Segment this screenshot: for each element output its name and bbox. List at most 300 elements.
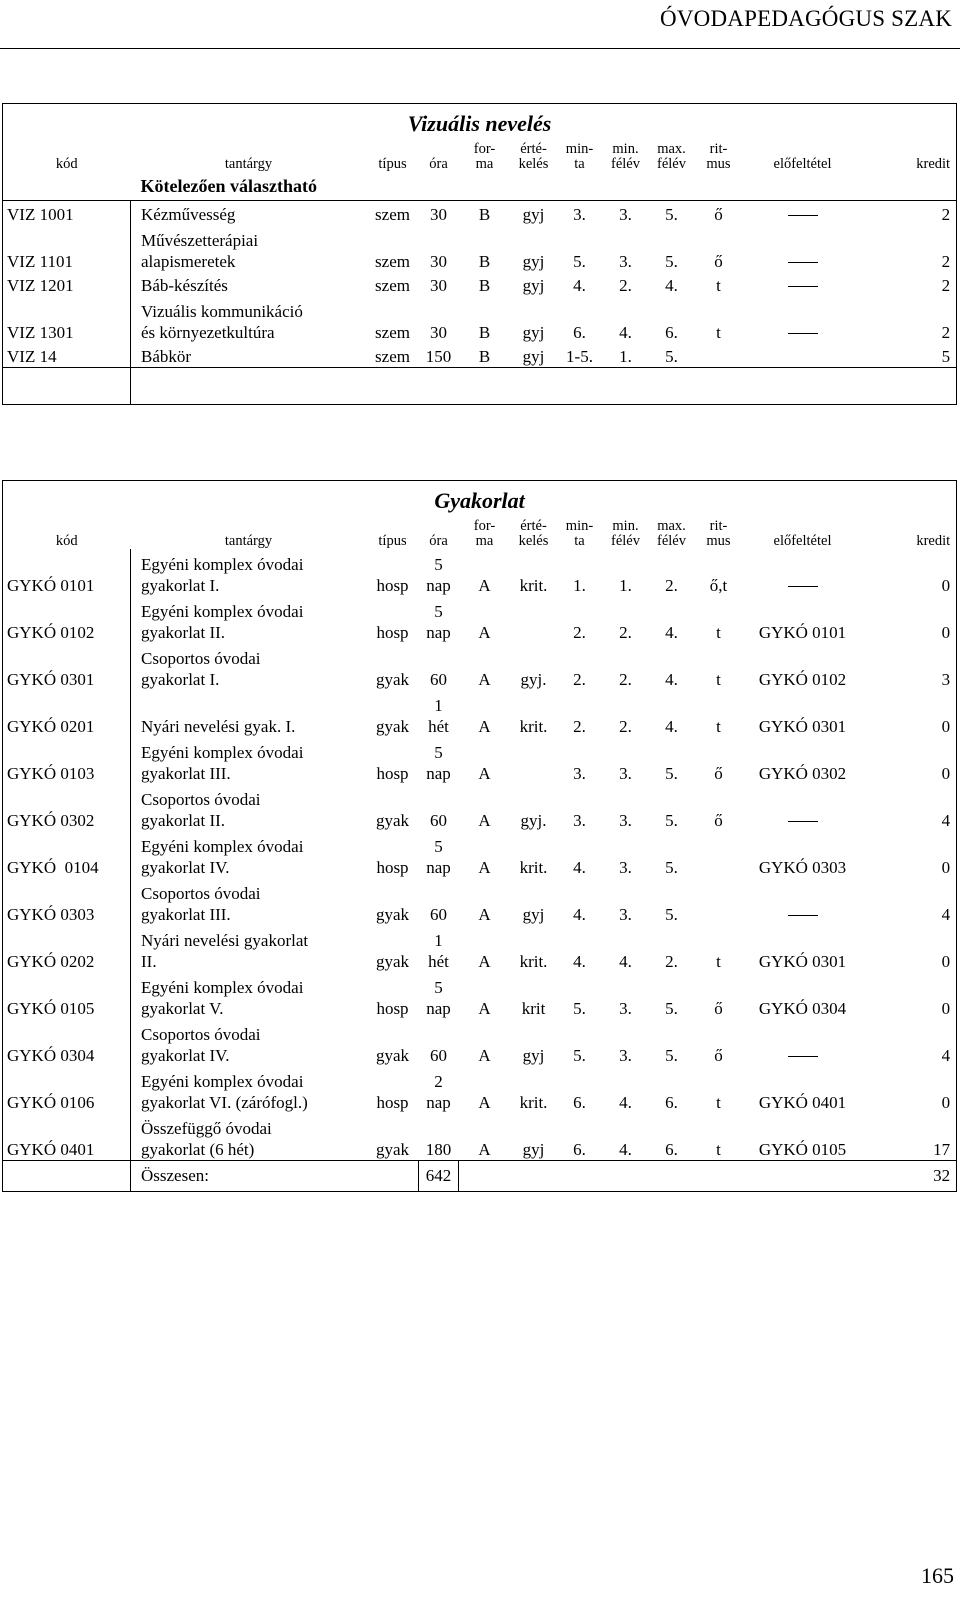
course-code-value: GYKÓ 0202 [7,952,95,971]
gyak-col-ertekeles [511,511,557,549]
dash-mark [788,915,818,916]
course-name [131,831,367,878]
course-min_felev-value: 4. [619,1093,632,1112]
course-hours-line [419,789,459,810]
course-forma [459,925,511,972]
course-hours [419,201,459,226]
course-min_felev [603,225,649,272]
course-min_felev-value: 2. [619,276,632,295]
course-type-value: hosp [376,623,409,642]
course-name-line: Csoportos óvodai [141,1025,261,1044]
course-ritmus [695,1113,743,1161]
gyak-col-max_felev [649,511,695,549]
course-minta-value: 6. [573,1093,586,1112]
course-ritmus-value: t [716,323,721,342]
course-credit [863,784,957,831]
course-name [131,690,367,737]
viz-col-minta-line1: min- [565,141,594,157]
gyak-col-ritmus [695,511,743,549]
course-type [367,1066,419,1113]
course-name [131,596,367,643]
viz-col-ertekeles-line2: kelés [518,156,549,172]
course-name-line: gyakorlat II. [141,623,226,642]
course-credit [863,1113,957,1161]
course-minta-value: 4. [573,276,586,295]
course-name [131,201,367,226]
course-minta-value: 3. [573,764,586,783]
course-name-line: Csoportos óvodai [141,790,261,809]
gyak-col-forma [459,511,511,549]
course-name-line: Nyári nevelési gyak. I. [141,717,296,736]
course-max_felev-value: 2. [665,576,678,595]
course-prerequisite [743,784,863,831]
course-hours [419,596,459,643]
course-ritmus [695,737,743,784]
course-max_felev [649,596,695,643]
course-credit-value: 0 [941,1093,951,1112]
course-ritmus-value: ő,t [709,576,728,595]
header-rule [0,48,960,49]
course-forma [459,1113,511,1161]
course-ertekeles [511,690,557,737]
course-ertekeles [511,784,557,831]
gyak-table-row [3,1066,957,1113]
dash-mark [788,333,818,334]
course-type [367,1019,419,1066]
total-label: Összesen: [131,1161,419,1192]
course-type [367,643,419,690]
course-minta-value: 2. [573,717,586,736]
course-ertekeles [511,1113,557,1161]
course-ritmus [695,549,743,596]
course-hours [419,343,459,368]
course-min_felev-value: 2. [619,717,632,736]
viz-col-min_felev [603,134,649,172]
course-max_felev-value: 5. [665,1046,678,1065]
course-credit [863,1066,957,1113]
course-hours-line: 60 [430,811,447,830]
course-hours-line: nap [426,1093,451,1112]
course-code [3,549,131,596]
course-max_felev [649,201,695,226]
viz-section-label: Kötelezően választható [131,172,957,201]
course-hours-line: 5 [434,978,443,997]
course-hours-line [419,648,459,669]
course-ertekeles-value: gyj. [520,670,547,689]
gyak-table-row [3,925,957,972]
course-name-line: gyakorlat III. [141,905,231,924]
course-name-line: Egyéni komplex óvodai [141,743,304,762]
course-hours [419,272,459,296]
course-minta [557,201,603,226]
course-hours-value: 30 [430,323,447,342]
course-hours-line: 60 [430,670,447,689]
course-forma [459,690,511,737]
gyak-col-min_felev-line2: félév [611,533,640,549]
course-type-value: gyak [375,1140,410,1159]
course-name-line: gyakorlat I. [141,670,220,689]
course-min_felev [603,1066,649,1113]
course-code-value: VIZ 14 [7,347,57,366]
course-ritmus [695,1019,743,1066]
course-min_felev-value: 3. [619,1046,632,1065]
course-prerequisite-value: GYKÓ 0301 [758,952,847,971]
viz-col-min_felev-line2: félév [611,156,640,172]
gyak-col-max_felev-line2: félév [657,533,686,549]
course-name-line: Csoportos óvodai [141,884,261,903]
course-credit-value: 0 [941,952,951,971]
course-name-line: gyakorlat II. [141,811,226,830]
course-type [367,831,419,878]
course-ertekeles [511,1019,557,1066]
course-code [3,1066,131,1113]
course-minta [557,643,603,690]
course-forma-value: A [478,905,491,924]
course-minta-value: 1. [573,576,586,595]
course-name-line: gyakorlat III. [141,764,231,783]
course-prerequisite [743,1066,863,1113]
course-minta [557,296,603,343]
course-prerequisite-value: GYKÓ 0401 [758,1093,847,1112]
gyak-title: Gyakorlat [3,481,957,512]
course-forma [459,737,511,784]
course-ertekeles [511,596,557,643]
course-code [3,831,131,878]
course-min_felev [603,272,649,296]
course-ertekeles [511,643,557,690]
course-min_felev-value: 1. [619,347,632,366]
course-ritmus-value: t [716,276,721,295]
course-forma-value: B [478,252,491,271]
course-max_felev-value: 4. [665,670,678,689]
course-max_felev [649,972,695,1019]
viz-col-ritmus [695,134,743,172]
course-hours [419,1113,459,1161]
course-name-line: Báb-készítés [141,276,228,295]
gyak-col-elofeltetel: előfeltétel [773,533,832,549]
course-credit [863,1019,957,1066]
course-forma-value: A [478,670,491,689]
course-name-line: Nyári nevelési gyakorlat [141,931,309,950]
course-forma-value: A [478,1046,491,1065]
viz-col-forma-line2: ma [475,156,494,172]
course-max_felev [649,343,695,368]
course-forma [459,1019,511,1066]
course-type [367,878,419,925]
course-min_felev-value: 3. [619,811,632,830]
course-hours-value: 30 [430,252,447,271]
course-type-value: szem [375,205,410,224]
course-code-value: GYKÓ 0102 [7,623,95,642]
course-max_felev [649,831,695,878]
gyak-col-ora: óra [429,533,448,549]
viz-table-row [3,343,957,368]
course-prerequisite-value: GYKÓ 0304 [758,999,847,1018]
course-forma [459,831,511,878]
course-forma-value: A [478,858,491,877]
course-credit-value: 2 [941,252,951,271]
course-hours [419,784,459,831]
course-forma [459,201,511,226]
course-forma-value: B [478,323,491,342]
course-ertekeles [511,296,557,343]
course-credit-value: 0 [941,764,951,783]
course-hours [419,643,459,690]
course-name [131,972,367,1019]
course-minta-value: 5. [573,999,586,1018]
course-prerequisite [743,972,863,1019]
course-prerequisite [743,737,863,784]
course-code-value: VIZ 1101 [7,252,73,271]
course-forma [459,343,511,368]
course-minta [557,831,603,878]
course-type-value: szem [375,347,410,366]
gyak-table-row [3,737,957,784]
course-ertekeles-value: gyj [522,323,545,342]
course-min_felev [603,343,649,368]
course-credit [863,690,957,737]
course-code-value: VIZ 1201 [7,276,74,295]
course-hours-line [419,883,459,904]
course-hours-value: 30 [430,276,447,295]
course-minta [557,1019,603,1066]
course-type-value: szem [375,323,410,342]
gyak-table-row [3,1019,957,1066]
viz-col-minta [557,134,603,172]
course-credit-value: 3 [941,670,951,689]
course-type [367,272,419,296]
course-ertekeles-value: krit [521,999,546,1018]
course-type [367,1113,419,1161]
course-hours [419,737,459,784]
course-min_felev-value: 2. [619,623,632,642]
course-code [3,272,131,296]
dash-mark [788,262,818,263]
course-name-line: gyakorlat IV. [141,858,230,877]
gyak-table-row [3,972,957,1019]
course-minta-value: 4. [573,858,586,877]
viz-title: Vizuális nevelés [3,104,957,135]
course-name [131,1019,367,1066]
total-hours: 642 [419,1161,459,1192]
course-ertekeles-value: krit. [519,952,548,971]
course-credit [863,272,957,296]
course-prerequisite [743,272,863,296]
course-minta [557,272,603,296]
course-code [3,737,131,784]
course-ertekeles [511,549,557,596]
course-hours-line [419,1118,459,1139]
course-code-value: GYKÓ 0105 [7,999,95,1018]
course-code [3,1113,131,1161]
course-forma [459,643,511,690]
gyak-table-row [3,690,957,737]
gyak-col-min_felev [603,511,649,549]
gyak-table-row [3,878,957,925]
course-ritmus [695,201,743,226]
course-name-line: gyakorlat (6 hét) [141,1140,255,1159]
course-name [131,737,367,784]
course-minta-value: 3. [573,205,586,224]
course-ertekeles [511,737,557,784]
course-min_felev [603,784,649,831]
course-name-line: és környezetkultúra [141,323,275,342]
gyak-col-minta-line1: min- [565,518,594,534]
course-code-value: VIZ 1001 [7,205,74,224]
course-prerequisite-value: GYKÓ 0101 [758,623,847,642]
gyak-col-tantargy: tantárgy [224,533,273,549]
course-ertekeles [511,272,557,296]
course-prerequisite [743,643,863,690]
course-hours-line: nap [426,999,451,1018]
course-name [131,549,367,596]
gyak-col-ertekeles-line1: érté- [520,518,547,534]
gyak-col-ritmus-line1: rit- [709,518,728,534]
course-name [131,343,367,368]
gyak-col-kod: kód [3,511,131,549]
course-name-line: Egyéni komplex óvodai [141,837,304,856]
course-ritmus [695,784,743,831]
course-ertekeles [511,878,557,925]
course-credit [863,596,957,643]
course-minta-value: 6. [573,323,586,342]
dash-mark [788,1056,818,1057]
course-ertekeles-value: krit. [519,576,548,595]
course-minta [557,972,603,1019]
course-type-value: szem [375,252,410,271]
course-hours-line: 60 [430,905,447,924]
viz-col-ora: óra [429,156,448,172]
course-max_felev-value: 5. [665,858,678,877]
course-code-value: GYKÓ 0101 [7,576,95,595]
course-minta [557,343,603,368]
viz-table-row [3,296,957,343]
course-ertekeles-value: gyj. [520,811,547,830]
course-prerequisite-value: GYKÓ 0301 [758,717,847,736]
course-credit [863,296,957,343]
course-type-value: hosp [376,576,409,595]
viz-course-table [2,103,957,405]
course-prerequisite [743,201,863,226]
course-credit-value: 0 [941,623,951,642]
course-forma-value: A [478,576,491,595]
course-ritmus [695,343,743,368]
course-min_felev [603,201,649,226]
gyak-table-row [3,596,957,643]
course-name-line: Kézművesség [141,205,236,224]
course-code [3,201,131,226]
course-hours [419,1019,459,1066]
viz-col-ertekeles-line1: érté- [520,141,547,157]
course-name-line [141,695,367,716]
course-hours-line: 60 [430,1046,447,1065]
course-minta [557,737,603,784]
course-name [131,925,367,972]
course-hours [419,831,459,878]
course-hours-line: 5 [434,743,443,762]
course-max_felev-value: 5. [665,811,678,830]
course-ritmus [695,643,743,690]
course-max_felev [649,1019,695,1066]
viz-blank-row [3,368,957,405]
course-ritmus [695,925,743,972]
course-hours-line: 1 [434,931,443,950]
course-credit-value: 0 [941,999,951,1018]
course-credit-value: 4 [941,1046,951,1065]
course-ritmus [695,1066,743,1113]
course-forma [459,272,511,296]
course-credit [863,737,957,784]
course-minta [557,1113,603,1161]
dash-mark [788,821,818,822]
course-ertekeles-value: gyj [522,205,545,224]
course-hours [419,925,459,972]
course-forma [459,878,511,925]
course-prerequisite-value: GYKÓ 0302 [758,764,847,783]
course-forma [459,596,511,643]
course-type-value: gyak [375,717,410,736]
course-min_felev [603,878,649,925]
course-min_felev-value: 3. [619,764,632,783]
course-hours-value: 150 [425,347,452,366]
course-ertekeles-value: gyj [522,1140,545,1159]
course-hours [419,690,459,737]
course-code-value: GYKÓ 0301 [7,670,95,689]
course-hours-line: 5 [434,837,443,856]
course-minta-value: 4. [573,905,586,924]
course-hours-line: hét [428,952,449,971]
course-hours-line: 5 [434,602,443,621]
course-hours-line: nap [426,623,451,642]
course-type-value: hosp [376,764,409,783]
course-minta-value: 4. [573,952,586,971]
course-credit-value: 0 [941,858,951,877]
course-minta-value: 5. [573,252,586,271]
course-ritmus-value: ő [714,205,723,224]
course-hours-line: 5 [434,555,443,574]
course-max_felev [649,690,695,737]
course-prerequisite [743,343,863,368]
course-max_felev [649,225,695,272]
total-credit: 32 [863,1161,957,1192]
gyak-col-ritmus-line2: mus [706,533,731,549]
course-credit [863,831,957,878]
course-forma-value: A [478,717,491,736]
course-minta [557,596,603,643]
course-credit-value: 0 [941,576,951,595]
viz-col-max_felev-line2: félév [657,156,686,172]
course-forma-value: B [478,347,491,366]
course-min_felev-value: 3. [619,252,632,271]
course-code [3,596,131,643]
course-code-value: GYKÓ 0106 [7,1093,95,1112]
course-ertekeles-value: gyj [522,347,545,366]
course-code-value: VIZ 1301 [7,323,74,342]
course-name [131,1113,367,1161]
course-ritmus [695,272,743,296]
course-ritmus [695,296,743,343]
dash-mark [788,215,818,216]
course-max_felev-value: 2. [665,952,678,971]
course-name-line: Egyéni komplex óvodai [141,602,304,621]
course-type [367,201,419,226]
course-type-value: gyak [375,811,410,830]
course-max_felev [649,549,695,596]
course-max_felev-value: 5. [665,905,678,924]
course-credit [863,201,957,226]
course-prerequisite-value: GYKÓ 0102 [758,670,847,689]
course-credit [863,925,957,972]
